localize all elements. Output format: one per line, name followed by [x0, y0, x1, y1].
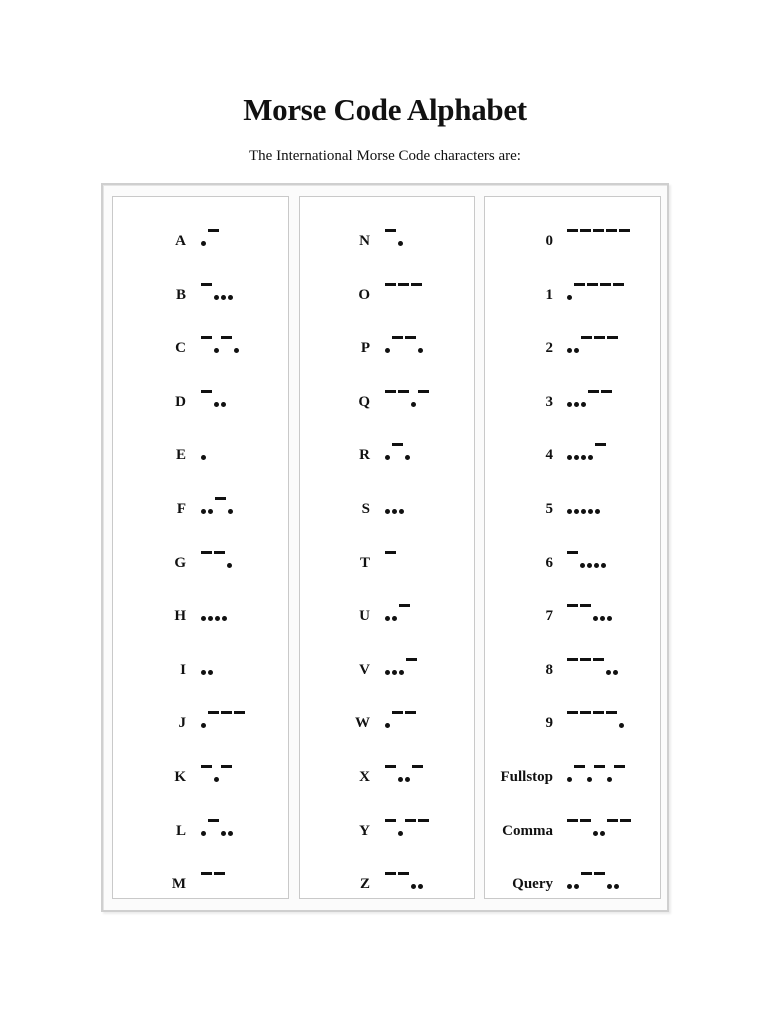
morse-row [113, 547, 288, 587]
page-subtitle: The International Morse Code characters are: [249, 148, 521, 164]
morse-code [201, 279, 235, 300]
morse-row [485, 707, 660, 747]
morse-dot [607, 777, 612, 782]
morse-dot [405, 777, 410, 782]
morse-dot [392, 616, 397, 621]
morse-dot [581, 402, 586, 407]
morse-code [385, 439, 412, 460]
morse-code [567, 707, 626, 728]
morse-dash [398, 390, 409, 393]
morse-code [567, 761, 627, 782]
morse-dot [398, 831, 403, 836]
morse-code [385, 815, 431, 836]
morse-dot [595, 509, 600, 514]
morse-dash [580, 229, 591, 232]
morse-code [201, 815, 235, 836]
morse-dash [580, 711, 591, 714]
morse-row [113, 707, 288, 747]
morse-row [300, 547, 474, 587]
morse-dash [581, 872, 592, 875]
morse-dash [406, 658, 417, 661]
morse-character: R [359, 447, 370, 464]
morse-dash [574, 765, 585, 768]
morse-dot [567, 295, 572, 300]
morse-dash [595, 443, 606, 446]
morse-dash [208, 819, 219, 822]
morse-character: 8 [545, 661, 553, 678]
morse-character: Q [358, 393, 370, 410]
morse-dot [221, 831, 226, 836]
morse-character: A [175, 233, 186, 249]
morse-dash [392, 711, 403, 714]
morse-row [485, 868, 660, 908]
morse-dot [201, 616, 206, 621]
morse-row [485, 654, 660, 694]
morse-code [567, 332, 620, 353]
morse-dash [398, 872, 409, 875]
morse-character: P [360, 340, 370, 357]
column-n-to-z [299, 196, 475, 899]
morse-character: V [359, 661, 370, 678]
morse-dot [574, 348, 579, 353]
morse-character: 9 [545, 715, 553, 732]
morse-row [300, 386, 474, 426]
morse-dot [581, 509, 586, 514]
morse-dash [614, 765, 625, 768]
morse-character: H [174, 608, 186, 625]
morse-dot [201, 455, 206, 460]
morse-row [485, 279, 660, 319]
morse-dot [392, 670, 397, 675]
morse-character: C [175, 340, 186, 357]
column-digits-punctuation [484, 196, 661, 899]
morse-dash [606, 711, 617, 714]
morse-dash [392, 336, 403, 339]
morse-dot [222, 616, 227, 621]
morse-code [201, 654, 215, 675]
morse-dash [587, 283, 598, 286]
morse-code [385, 386, 431, 407]
morse-character: 0 [545, 233, 553, 249]
morse-row [300, 332, 474, 372]
morse-row [300, 654, 474, 694]
morse-code [385, 225, 405, 246]
morse-dot [398, 241, 403, 246]
morse-dot [567, 777, 572, 782]
morse-dot [593, 831, 598, 836]
morse-dot [385, 670, 390, 675]
morse-dash [214, 872, 225, 875]
morse-character: Query [512, 876, 553, 893]
morse-dash [581, 336, 592, 339]
morse-dot [399, 670, 404, 675]
morse-row [113, 225, 288, 265]
morse-code [567, 815, 633, 836]
morse-row [113, 654, 288, 694]
morse-dash [620, 819, 631, 822]
morse-dash [567, 551, 578, 554]
morse-row [485, 225, 660, 265]
morse-character: W [355, 715, 370, 732]
morse-dot [588, 455, 593, 460]
morse-dot [606, 670, 611, 675]
morse-row [113, 761, 288, 801]
morse-dash [418, 390, 429, 393]
morse-dash [385, 551, 396, 554]
morse-row [113, 332, 288, 372]
morse-dot [567, 455, 572, 460]
morse-dot [201, 670, 206, 675]
morse-row [300, 225, 474, 265]
morse-dash [405, 711, 416, 714]
morse-dot [614, 884, 619, 889]
morse-dot [587, 777, 592, 782]
morse-character: B [175, 286, 186, 303]
morse-dot [227, 563, 232, 568]
morse-dash [594, 872, 605, 875]
morse-dot [601, 563, 606, 568]
morse-code [385, 547, 398, 566]
morse-dash [567, 711, 578, 714]
morse-dot [567, 509, 572, 514]
morse-dash [221, 711, 232, 714]
morse-character: O [358, 286, 370, 303]
morse-dot [399, 509, 404, 514]
morse-row [485, 493, 660, 533]
morse-dash [601, 390, 612, 393]
morse-dot [405, 455, 410, 460]
morse-dash [574, 283, 585, 286]
morse-dash [593, 658, 604, 661]
morse-code [201, 332, 241, 353]
morse-character: 2 [545, 340, 553, 357]
morse-character: 1 [545, 286, 553, 303]
morse-row [485, 600, 660, 640]
morse-code [567, 868, 621, 889]
morse-row [113, 279, 288, 319]
morse-code [201, 439, 208, 460]
morse-character: G [174, 554, 186, 571]
morse-row [113, 815, 288, 855]
morse-code [201, 868, 227, 887]
morse-dash [385, 229, 396, 232]
morse-code [385, 868, 425, 889]
morse-row [113, 493, 288, 533]
morse-dot [600, 831, 605, 836]
morse-code [201, 386, 228, 407]
morse-row [113, 868, 288, 908]
morse-dot [385, 723, 390, 728]
morse-dot [228, 509, 233, 514]
morse-dash [215, 497, 226, 500]
morse-character: D [175, 393, 186, 410]
morse-row [300, 815, 474, 855]
morse-dash [588, 390, 599, 393]
morse-code [567, 386, 614, 407]
morse-dot [214, 348, 219, 353]
morse-dot [593, 616, 598, 621]
morse-dot [581, 455, 586, 460]
morse-dot [221, 295, 226, 300]
morse-dot [385, 509, 390, 514]
morse-code [567, 654, 620, 675]
morse-code [201, 225, 221, 246]
morse-code [385, 707, 418, 728]
morse-dash [418, 819, 429, 822]
morse-row [485, 439, 660, 479]
morse-row [485, 761, 660, 801]
morse-character: T [359, 554, 370, 571]
morse-code [385, 332, 425, 353]
morse-character: M [171, 876, 186, 893]
morse-row [485, 386, 660, 426]
morse-character: Y [359, 822, 370, 839]
morse-dash [600, 283, 611, 286]
morse-row [300, 761, 474, 801]
morse-dash [201, 336, 212, 339]
morse-dot [201, 241, 206, 246]
morse-character: U [359, 608, 370, 625]
morse-character: 6 [545, 554, 553, 571]
morse-row [113, 439, 288, 479]
morse-dash [567, 658, 578, 661]
morse-dot [594, 563, 599, 568]
morse-row [113, 386, 288, 426]
morse-dash [214, 551, 225, 554]
morse-dot [385, 616, 390, 621]
morse-character: X [359, 769, 370, 785]
morse-dash [385, 390, 396, 393]
morse-character: E [175, 447, 186, 464]
morse-dash [208, 229, 219, 232]
morse-dot [619, 723, 624, 728]
morse-code [385, 279, 424, 298]
morse-character: Z [359, 876, 370, 893]
morse-dash [398, 283, 409, 286]
morse-row [113, 600, 288, 640]
morse-character: Comma [502, 822, 553, 839]
morse-dot [588, 509, 593, 514]
morse-character: 4 [545, 447, 553, 464]
morse-dot [567, 348, 572, 353]
morse-code [385, 493, 406, 514]
morse-dot [567, 884, 572, 889]
morse-dash [411, 283, 422, 286]
morse-row [485, 332, 660, 372]
morse-character: I [180, 661, 186, 678]
morse-row [300, 600, 474, 640]
morse-character: Fullstop [500, 769, 553, 785]
morse-dash [201, 283, 212, 286]
morse-character: K [174, 769, 186, 785]
morse-character: L [175, 822, 186, 839]
morse-dash [392, 443, 403, 446]
morse-row [300, 868, 474, 908]
morse-code [385, 761, 425, 782]
morse-dot [418, 348, 423, 353]
morse-dot [201, 831, 206, 836]
morse-dot [228, 295, 233, 300]
morse-dash [567, 229, 578, 232]
morse-dot [215, 616, 220, 621]
morse-code [567, 279, 626, 300]
morse-dash [607, 336, 618, 339]
morse-dash [201, 551, 212, 554]
morse-dot [567, 402, 572, 407]
morse-dash [208, 711, 219, 714]
morse-dot [411, 402, 416, 407]
morse-dot [392, 509, 397, 514]
morse-character: 7 [545, 608, 553, 625]
morse-dot [600, 616, 605, 621]
morse-row [300, 279, 474, 319]
morse-dot [214, 777, 219, 782]
morse-dash [613, 283, 624, 286]
morse-dot [234, 348, 239, 353]
morse-code [201, 600, 229, 621]
morse-code [385, 600, 412, 621]
morse-dash [201, 390, 212, 393]
morse-dot [418, 884, 423, 889]
morse-dash [567, 819, 578, 822]
morse-dot [411, 884, 416, 889]
morse-character: F [176, 501, 186, 517]
morse-dash [201, 765, 212, 768]
morse-dash [593, 711, 604, 714]
morse-dot [228, 831, 233, 836]
morse-dash [385, 283, 396, 286]
morse-row [300, 707, 474, 747]
morse-dash [580, 658, 591, 661]
morse-dash [234, 711, 245, 714]
morse-code [567, 600, 614, 621]
morse-code [201, 493, 235, 514]
morse-dot [574, 402, 579, 407]
morse-code [567, 439, 608, 460]
morse-dash [221, 336, 232, 339]
morse-dot [574, 455, 579, 460]
morse-dot [201, 509, 206, 514]
morse-dash [607, 819, 618, 822]
morse-dash [405, 819, 416, 822]
morse-dot [613, 670, 618, 675]
morse-dot [398, 777, 403, 782]
morse-dash [399, 604, 410, 607]
morse-dash [567, 604, 578, 607]
morse-code [201, 707, 247, 728]
morse-character: 5 [545, 501, 553, 517]
morse-dot [208, 616, 213, 621]
morse-dot [208, 509, 213, 514]
morse-dot [201, 723, 206, 728]
morse-dash [606, 229, 617, 232]
morse-code [567, 225, 632, 244]
morse-character: N [359, 233, 370, 249]
morse-row [485, 815, 660, 855]
morse-row [300, 493, 474, 533]
morse-dash [593, 229, 604, 232]
morse-dash [594, 765, 605, 768]
morse-dot [607, 616, 612, 621]
column-a-to-m [112, 196, 289, 899]
morse-dash [221, 765, 232, 768]
morse-dot [385, 455, 390, 460]
morse-dot [580, 563, 585, 568]
morse-dash [385, 819, 396, 822]
morse-dash [580, 819, 591, 822]
morse-dot [208, 670, 213, 675]
morse-dot [214, 402, 219, 407]
morse-dash [385, 872, 396, 875]
morse-code [385, 654, 419, 675]
morse-dash [385, 765, 396, 768]
morse-character: 3 [545, 393, 553, 410]
morse-dot [221, 402, 226, 407]
morse-character: J [178, 715, 186, 732]
morse-dash [580, 604, 591, 607]
morse-dash [412, 765, 423, 768]
page-title: Morse Code Alphabet [243, 92, 527, 127]
morse-dash [405, 336, 416, 339]
morse-row [485, 547, 660, 587]
morse-code [567, 547, 608, 568]
morse-code [201, 547, 234, 568]
morse-dash [619, 229, 630, 232]
morse-dot [587, 563, 592, 568]
morse-dot [574, 509, 579, 514]
morse-code [201, 761, 234, 782]
morse-row [300, 439, 474, 479]
morse-character: S [361, 501, 370, 517]
morse-dot [214, 295, 219, 300]
morse-dash [594, 336, 605, 339]
morse-table [101, 183, 669, 912]
morse-dot [385, 348, 390, 353]
morse-dash [201, 872, 212, 875]
morse-code [567, 493, 602, 514]
morse-dot [574, 884, 579, 889]
morse-dot [607, 884, 612, 889]
